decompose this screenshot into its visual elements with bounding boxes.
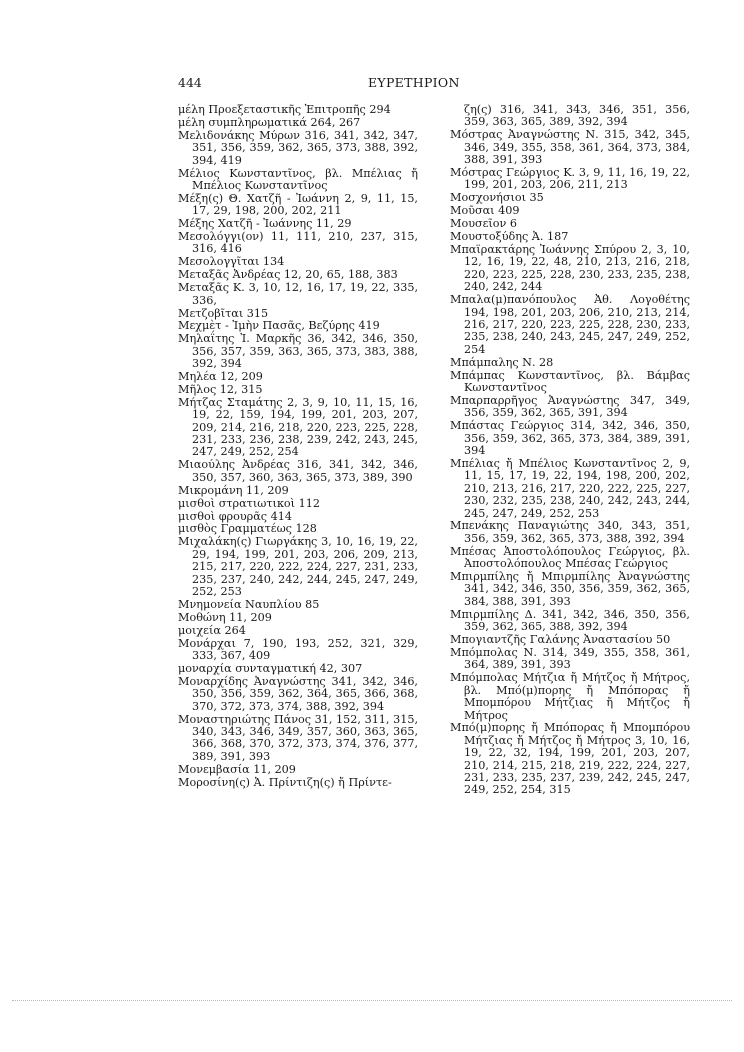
index-entry: Μπέλιας ἤ Μπέλιος Κωνσταντῖνος 2, 9, 11, 15, 17, 19, 22, 194, 198, 200, 202, 210, 213, 216, 217, 220, 222, 225, 227, 230, 232, 235, 238, 240, 242, 243, 244, 245, 247, 249, 252, 253	[450, 456, 690, 520]
index-entry: Μετζοβῖται 315	[178, 306, 269, 320]
index-entry: Μηλέα 12, 209	[178, 370, 263, 384]
index-entry: Μπάμπαλης Ν. 28	[450, 355, 554, 369]
index-entry: Μπάστας Γεώργιος 314, 342, 346, 350, 356, 359, 362, 365, 373, 384, 389, 391, 394	[450, 419, 690, 457]
index-entry: Μπόμπολας Ν. 314, 349, 355, 358, 361, 364, 389, 391, 393	[450, 645, 690, 672]
index-entry: Μονάρχαι 7, 190, 193, 252, 321, 329, 333, 367, 409	[178, 636, 418, 662]
page-number: 444	[178, 75, 202, 90]
index-entry: Μοῦσαι 409	[450, 204, 520, 218]
index-entry: μισθὸς Γραμματέως 128	[178, 522, 317, 536]
index-column-left	[178, 104, 418, 789]
page-bottom-dotted-rule	[12, 1000, 732, 1001]
index-entry: Μπάμπας Κωνσταντῖνος, βλ. Βάμβας Κωνσταντῖνος	[450, 368, 690, 394]
index-entry: μέλη Προεξεταστικῆς Ἐπιτροπῆς 294	[178, 103, 391, 116]
index-entry: Μπαϊρακτάρης Ἰωάννης Σπύρου 2, 3, 10, 12, 16, 19, 22, 48, 210, 213, 216, 218, 220, 223, 225, 228, 230, 233, 235, 238, 240, 242, 244	[450, 242, 690, 294]
index-entry: Μῆλος 12, 315	[178, 382, 263, 396]
index-entry: Μόστρας Ἀναγνώστης Ν. 315, 342, 345, 346, 349, 355, 358, 361, 364, 373, 384, 388, 391, 393	[450, 128, 690, 167]
index-entry: Μέλιος Κωνσταντῖνος, βλ. Μπέλιας ἤ Μπέλιος Κωνσταντῖνος	[178, 166, 418, 192]
index-column-right	[450, 104, 690, 797]
index-entry: Μήτζας Σταμάτης 2, 3, 9, 10, 11, 15, 16, 19, 22, 159, 194, 199, 201, 203, 207, 209, 214, 216, 218, 220, 223, 225, 228, 231, 233, 236, 238, 239, 242, 243, 245, 247, 249, 252, 254	[178, 395, 418, 459]
index-entry: Μοσχονήσιοι 35	[450, 191, 544, 205]
index-entry: Μοθώνη 11, 209	[178, 610, 272, 624]
index-entry: Μιαούλης Ἀνδρέας 316, 341, 342, 346, 350, 357, 360, 363, 365, 373, 389, 390	[178, 458, 418, 484]
index-entry: Μπιρμπίλης Δ. 341, 342, 346, 350, 356, 359, 362, 365, 388, 392, 394	[450, 607, 690, 634]
index-entry: Μόστρας Γεώργιος Κ. 3, 9, 11, 16, 19, 22, 199, 201, 203, 206, 211, 213	[450, 166, 690, 192]
index-entry: Μεταξᾶς Ἀνδρέας 12, 20, 65, 188, 383	[178, 268, 398, 282]
index-entry: Μπογιαντζῆς Γαλάνης Ἀναστασίου 50	[450, 633, 671, 647]
index-entry: μέλη συμπληρωματικά 264, 267	[178, 115, 361, 129]
index-entry: Μπέσας Ἀποστολόπουλος Γεώργιος, βλ. Ἀποστολόπουλος Μπέσας Γεώργιος	[450, 544, 690, 571]
index-entry: Μπαλα(μ)πανόπουλος Ἀθ. Λογοθέτης 194, 198, 201, 203, 206, 210, 213, 214, 216, 217, 220, 223, 225, 228, 230, 233, 235, 238, 240, 243, 245, 247, 249, 252, 254	[450, 293, 690, 356]
index-entry: Μπιρμπίλης ἤ Μπιρμπίλης Ἀναγνώστης 341, 342, 346, 350, 356, 359, 362, 365, 384, 388, 391, 393	[450, 570, 690, 608]
index-entry: Μπό(μ)πορης ἤ Μπόπορας ἤ Μπομπόρου Μήτζιας ἤ Μήτζος ἤ Μήτρος 3, 10, 16, 19, 22, 32, 194, 199, 201, 203, 207, 210, 214, 215, 218, 219, 222, 224, 227, 231, 233, 235, 237, 239, 242, 245, 247, 249, 252, 254, 315	[450, 721, 690, 797]
index-entry: Μέξη(ς) Θ. Χατζῆ - Ἰωάννη 2, 9, 11, 15, 17, 29, 198, 200, 202, 211	[178, 191, 418, 218]
index-entry: Μεσολόγγι(ον) 11, 111, 210, 237, 315, 316, 416	[178, 230, 418, 256]
running-head: ΕΥΡΕΤΗΡΙΟΝ	[368, 75, 460, 90]
index-entry: Μοναρχίδης Ἀναγνώστης 341, 342, 346, 350, 356, 359, 362, 364, 365, 366, 368, 370, 372, 373, 374, 388, 392, 394	[178, 674, 418, 713]
index-entry: μισθοὶ στρατιωτικοὶ 112	[178, 496, 320, 510]
index-entry: Μεταξᾶς Κ. 3, 10, 12, 16, 17, 19, 22, 335, 336,	[178, 281, 418, 307]
index-entry: Μελιδονάκης Μύρων 316, 341, 342, 347, 351, 356, 359, 362, 365, 373, 388, 392, 394, 419	[178, 128, 418, 167]
index-entry: Μπόμπολας Μήτζια ἤ Μήτζος ἤ Μήτρος, βλ. Μπό(μ)πορης ἤ Μπόπορας ἤ Μπομπόρου Μήτζιας ἤ Μήτζος ἤ Μήτρος	[450, 671, 690, 722]
index-entry: Μουστοξύδης Ἀ. 187	[450, 230, 569, 244]
index-entry: Μονεμβασία 11, 209	[178, 762, 296, 776]
index-entry: Μοναστηριώτης Πάνος 31, 152, 311, 315, 340, 343, 346, 349, 357, 360, 363, 365, 366, 368, 370, 372, 373, 374, 376, 377, 389, 391, 393	[178, 712, 418, 763]
index-entry: Μικρομάνη 11, 209	[178, 483, 289, 497]
index-entry-continuation: ζη(ς) 316, 341, 343, 346, 351, 356, 359, 363, 365, 389, 392, 394	[464, 103, 690, 129]
index-entry: Μουσεῖον 6	[450, 217, 518, 231]
index-entry: Μέξης Χατζῆ - Ἰωάννης 11, 29	[178, 217, 352, 231]
index-entry: μοναρχία συνταγματική 42, 307	[178, 661, 363, 675]
index-entry: Μεσολογγῖται 134	[178, 255, 285, 269]
index-entry: Μπαρπαρρῆγος Ἀναγνώστης 347, 349, 356, 359, 362, 365, 391, 394	[450, 393, 690, 420]
index-entry: Μεχμὲτ - Ἰμὴν Πασᾶς, Βεζύρης 419	[178, 319, 380, 333]
index-entry: Μνημονεία Ναυπλίου 85	[178, 597, 320, 611]
index-entry: Μηλαΐτης Ἰ. Μαρκῆς 36, 342, 346, 350, 356, 357, 359, 363, 365, 373, 383, 388, 392, 394	[178, 332, 418, 371]
index-entry: μοιχεία 264	[178, 623, 246, 637]
index-entry: Μπενάκης Παναγιώτης 340, 343, 351, 356, 359, 362, 365, 373, 388, 392, 394	[450, 519, 690, 545]
index-entry: Μοροσίνη(ς) Ἀ. Πρίντιζη(ς) ἤ Πρίντε-	[178, 775, 392, 789]
index-entry: Μιχαλάκη(ς) Γιωργάκης 3, 10, 16, 19, 22, 29, 194, 199, 201, 203, 206, 209, 213, 215, 217, 220, 222, 224, 227, 231, 233, 235, 237, 240, 242, 244, 245, 247, 249, 252, 253	[178, 535, 418, 598]
index-entry: μισθοὶ φρουρᾶς 414	[178, 509, 292, 523]
